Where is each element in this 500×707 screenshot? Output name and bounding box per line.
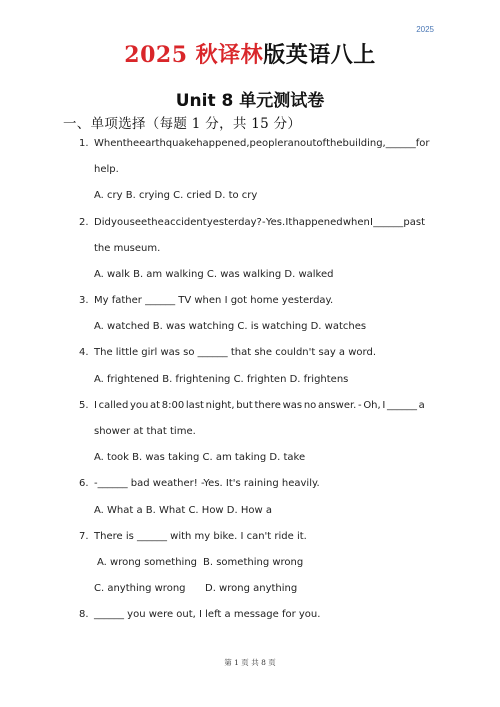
question-3-text: My father ______ TV when I got home yesterday. xyxy=(94,295,334,306)
question-2-options: A. walk B. am walking C. was walking D. walked xyxy=(94,269,334,280)
question-6-number: 6. xyxy=(79,478,89,489)
question-7-number: 7. xyxy=(79,531,89,542)
question-7-option-a: A. wrong something xyxy=(97,557,198,568)
question-5-line-1: I called you at 8:00 last night, but there was no answer. - Oh, I ______ a xyxy=(94,400,425,411)
question-7-option-b: B. something wrong xyxy=(203,557,304,568)
title-black-part: 版英语八上 xyxy=(263,42,376,68)
corner-year-label: 2025 xyxy=(416,25,434,34)
question-2-line-2: the museum. xyxy=(94,243,161,254)
question-2-line-1: Did you see the accident yesterday? - Yes. It happened when I ______ past xyxy=(94,217,425,228)
question-1-options: A. cry B. crying C. cried D. to cry xyxy=(94,190,258,201)
question-8-text: ______ you were out, I left a message for you. xyxy=(94,609,321,620)
question-7-text: There is ______ with my bike. I can't ride it. xyxy=(94,531,307,542)
question-7-option-c: C. anything wrong xyxy=(94,583,186,594)
question-1-line-1: When the earthquake happened, people ran out of the building, ______ for xyxy=(94,138,430,149)
question-number: 1. xyxy=(79,138,89,149)
question-1-line-2: help. xyxy=(94,164,119,175)
question-3-number: 3. xyxy=(79,295,89,306)
question-3-options: A. watched B. was watching C. is watching D. watches xyxy=(94,321,367,332)
question-7-option-d: D. wrong anything xyxy=(205,583,298,594)
question-2-number: 2. xyxy=(79,217,89,228)
question-8-number: 8. xyxy=(79,609,89,620)
question-4-options: A. frightened B. frightening C. frighten D. frightens xyxy=(94,374,349,385)
unit-subtitle: Unit 8 单元测试卷 xyxy=(175,91,325,111)
question-4-text: The little girl was so ______ that she couldn't say a word. xyxy=(94,347,376,358)
page-title xyxy=(0,38,500,69)
title-red-part: 2025 秋译林 xyxy=(124,42,264,68)
page-footer: 第 1 页 共 8 页 xyxy=(224,658,276,667)
question-5-number: 5. xyxy=(79,400,89,411)
question-4-number: 4. xyxy=(79,347,89,358)
question-5-options: A. took B. was taking C. am taking D. take xyxy=(94,452,306,463)
section-heading: 一、单项选择（每题 1 分，共 15 分） xyxy=(63,116,302,132)
question-6-text: -______ bad weather! -Yes. It's raining heavily. xyxy=(94,478,320,489)
question-6-options: A. What a B. What C. How D. How a xyxy=(94,505,272,516)
question-5-line-2: shower at that time. xyxy=(94,426,196,437)
